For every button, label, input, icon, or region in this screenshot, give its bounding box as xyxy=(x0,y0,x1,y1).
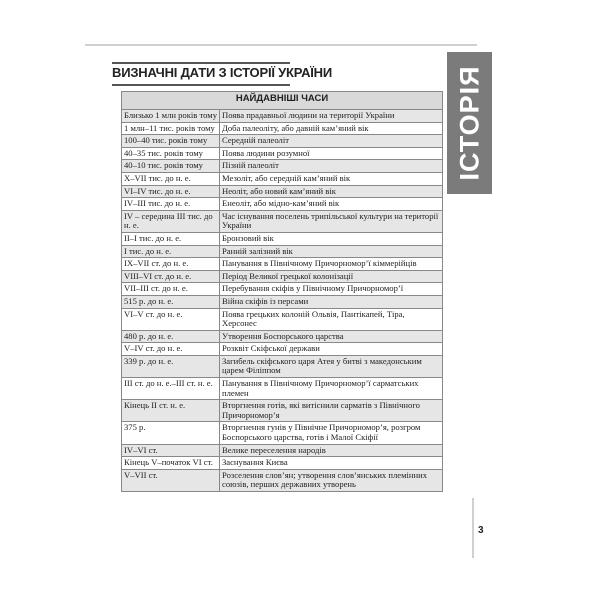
event-cell: Неоліт, або новий кам’яний вік xyxy=(220,185,443,198)
date-cell: 480 р. до н. е. xyxy=(122,330,220,343)
table-row xyxy=(122,295,443,308)
top-rule xyxy=(85,44,477,46)
side-tab-label: ІСТОРІЯ xyxy=(454,65,484,181)
date-cell: 40–10 тис. років тому xyxy=(122,160,220,173)
event-cell: Утворення Боспорського царства xyxy=(220,330,443,343)
date-cell: V–VII ст. xyxy=(122,469,220,491)
event-cell: Енеоліт, або мідно-кам’яний вік xyxy=(220,198,443,211)
table-row xyxy=(122,172,443,185)
date-cell: 375 р. xyxy=(122,422,220,444)
date-cell: 40–35 тис. років тому xyxy=(122,147,220,160)
date-cell: I тис. до н. е. xyxy=(122,245,220,258)
event-cell: Мезоліт, або середній кам’яний вік xyxy=(220,172,443,185)
date-cell: IV–III тис. до н. е. xyxy=(122,198,220,211)
table-row xyxy=(122,122,443,135)
table-row xyxy=(122,210,443,232)
page-number: 3 xyxy=(478,525,484,536)
table-row xyxy=(122,400,443,422)
event-cell: Час існування поселень трипільської культури на території України xyxy=(220,210,443,232)
date-cell: 515 р. до н. е. xyxy=(122,295,220,308)
date-cell: II–I тис. до н. е. xyxy=(122,232,220,245)
table-row xyxy=(122,283,443,296)
event-cell: Розквіт Скіфської держави xyxy=(220,343,443,356)
date-cell: 100–40 тис. років тому xyxy=(122,135,220,148)
date-cell: 1 млн–11 тис. років тому xyxy=(122,122,220,135)
event-cell: Загибель скіфського царя Атея у битві з македонським царем Філіппом xyxy=(220,355,443,377)
event-cell: Вторгнення гунів у Північне Причорномор’я, розгром Боспорського царства, готів і Малої Скіфії xyxy=(220,422,443,444)
date-cell: Кінець V–початок VI ст. xyxy=(122,457,220,470)
date-cell: 339 р. до н. е. xyxy=(122,355,220,377)
date-cell: VI–IV тис. до н. е. xyxy=(122,185,220,198)
table-row xyxy=(122,198,443,211)
page-heading-box xyxy=(112,62,333,86)
event-cell: Поява прадавньої людини на території України xyxy=(220,110,443,123)
event-cell: Заснування Києва xyxy=(220,457,443,470)
date-cell: IV – середина III тис. до н. е. xyxy=(122,210,220,232)
page-heading: ВИЗНАЧНІ ДАТИ З ІСТОРІЇ УКРАЇНИ xyxy=(112,65,333,80)
table-row xyxy=(122,185,443,198)
table-section-title: НАЙДАВНІШІ ЧАСИ xyxy=(122,92,443,110)
date-cell: IV–VI ст. xyxy=(122,444,220,457)
right-rule xyxy=(472,498,474,558)
event-cell: Доба палеоліту, або давній кам’яний вік xyxy=(220,122,443,135)
date-cell: III ст. до н. е.–III ст. н. е. xyxy=(122,378,220,400)
date-cell: VI–V ст. до н. е. xyxy=(122,308,220,330)
table-row xyxy=(122,258,443,271)
event-cell: Війна скіфів із персами xyxy=(220,295,443,308)
event-cell: Ранній залізний вік xyxy=(220,245,443,258)
date-cell: Близько 1 млн років тому xyxy=(122,110,220,123)
table-row xyxy=(122,355,443,377)
date-cell: VII–III ст. до н. е. xyxy=(122,283,220,296)
table-body xyxy=(122,110,443,492)
date-cell: Кінець II ст. н. е. xyxy=(122,400,220,422)
table-row xyxy=(122,232,443,245)
event-cell: Бронзовий вік xyxy=(220,232,443,245)
event-cell: Поява грецьких колоній Ольвія, Пантікапей, Тіра, Херсонес xyxy=(220,308,443,330)
table-row xyxy=(122,457,443,470)
date-cell: IX–VII ст. до н. е. xyxy=(122,258,220,271)
event-cell: Панування в Північному Причорномор’ї сарматських племен xyxy=(220,378,443,400)
date-cell: VIII–VI ст. до н. е. xyxy=(122,270,220,283)
table-row xyxy=(122,469,443,491)
event-cell: Перебування скіфів у Північному Причорномор’ї xyxy=(220,283,443,296)
table-row xyxy=(122,270,443,283)
table-row xyxy=(122,422,443,444)
event-cell: Вторгнення готів, які витіснили сарматів з Північного Причорномор’я xyxy=(220,400,443,422)
event-cell: Велике переселення народів xyxy=(220,444,443,457)
event-cell: Поява людини розумної xyxy=(220,147,443,160)
table-row xyxy=(122,330,443,343)
event-cell: Пізній палеоліт xyxy=(220,160,443,173)
table-row xyxy=(122,147,443,160)
table-row xyxy=(122,110,443,123)
event-cell: Період Великої грецької колонізації xyxy=(220,270,443,283)
event-cell: Середній палеоліт xyxy=(220,135,443,148)
table-row xyxy=(122,245,443,258)
table-row xyxy=(122,135,443,148)
event-cell: Панування в Північному Причорномор’ї кіммерійців xyxy=(220,258,443,271)
table-row xyxy=(122,308,443,330)
date-cell: V–IV ст. до н. е. xyxy=(122,343,220,356)
section-side-tab xyxy=(447,52,492,194)
dates-table-wrapper xyxy=(121,91,442,492)
table-row xyxy=(122,378,443,400)
date-cell: Х–VII тис. до н. е. xyxy=(122,172,220,185)
table-row xyxy=(122,343,443,356)
event-cell: Розселення слов’ян; утворення слов’янських племінних союзів, перших державних утворень xyxy=(220,469,443,491)
dates-table xyxy=(121,91,443,492)
table-row xyxy=(122,444,443,457)
table-row xyxy=(122,160,443,173)
